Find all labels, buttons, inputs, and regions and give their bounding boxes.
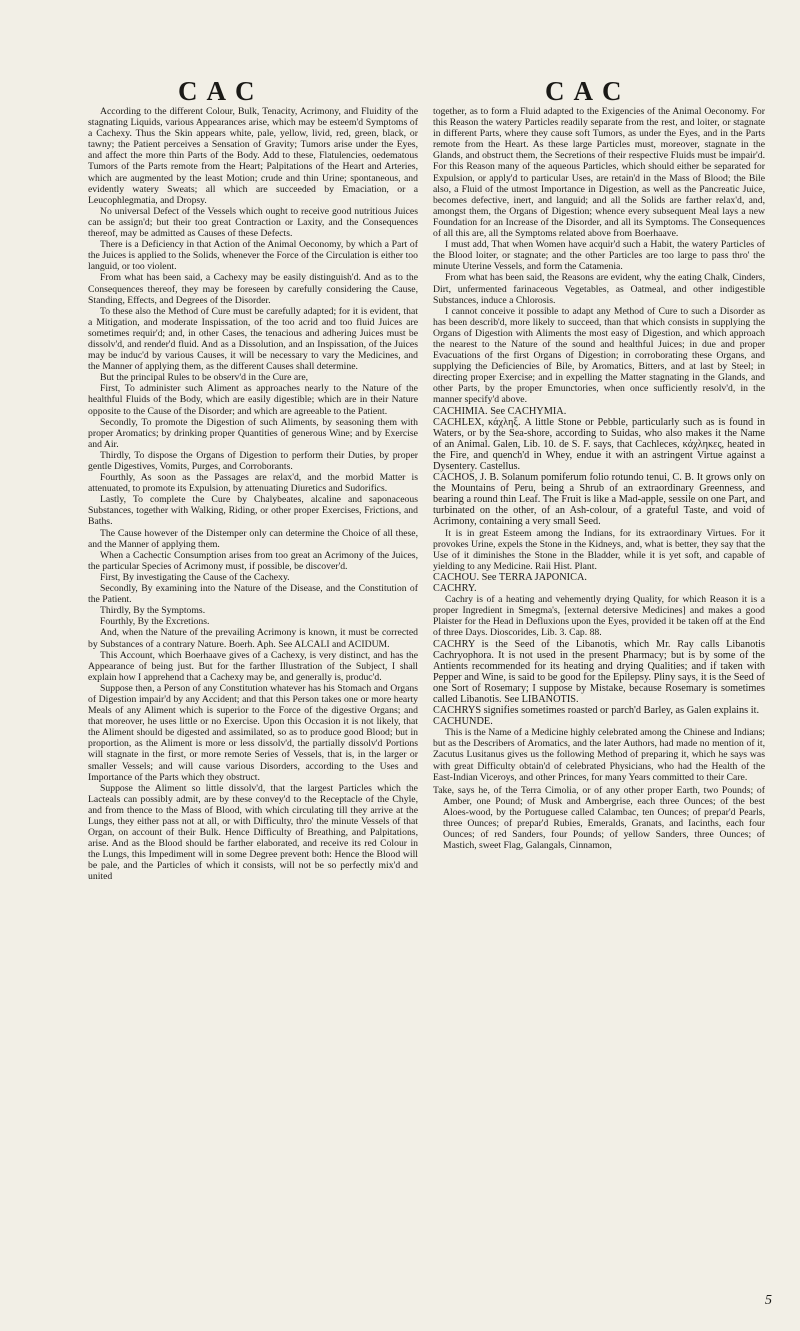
- paragraph: And, when the Nature of the prevailing Acrimony is known, it must be corrected by Substances of a contrary Nature. Boerh. Aph. See ALCALI and ACIDUM.: [88, 627, 418, 650]
- paragraph: Suppose the Aliment so little dissolv'd, that the largest Particles which the Lacteals can possibly admit, are by these convey'd to the Receptacle of the Chyle, and from thence to the Mass of Blood, with which circulating till they arrive at the Lungs, they either pass not at all, or with Difficulty, thro' the minute Vessels of that Organ, on account of their Bulk. Hence Difficulty of Breathing, and Palpitations, arise. And as the Blood should be farther elaborated, and receive its red Colour in the Lungs, this Impediment will in some Degree prevent both: Hence the Blood will be pale, and the Particles of which it consists, will not be so perfectly mix'd and united: [88, 782, 418, 883]
- entry-heading: CACHRYS signifies sometimes roasted or parch'd Barley, as Galen explains it.: [433, 705, 760, 717]
- paragraph: It is in great Esteem among the Indians, for its extraordinary Virtues. For it provokes Urine, expels the Stone in the Kidneys, and, what is better, they say that the Use of it diminishes the Stone in the Bladder, while it is yet soft, and capable of yielding to any Medicine. Raii Hist. Plant.: [433, 527, 765, 572]
- paragraph: From what has been said, the Reasons are evident, why the eating Chalk, Cinders, Dirt, unfermented farinaceous Vegetables, as Oatmeal, and other indigestible Substances, induce a Chlorosis.: [433, 272, 765, 306]
- paragraph: Suppose then, a Person of any Constitution whatever has his Stomach and Organs of Digestion impair'd by any Accident; and that this Person takes one or more hearty Meals of any Aliment which is superior to the Force of the digestive Organs; and that moreover, he uses little or no Exercise. Upon this Occasion it is not likely, that the Aliment should be digested and assimilated, so as to produce good Blood; but in proportion, as the Aliment is more or less dissolv'd, the partially dissolv'd Portions will stagnate in the first, or more remote Series of Vessels, that is, in the larger or smaller Vessels; and will cause various Disorders, according to the Uses and Importance of the Parts which they obstruct.: [88, 682, 418, 783]
- paragraph: First, By investigating the Cause of the Cachexy.: [100, 571, 290, 583]
- paragraph: I cannot conceive it possible to adapt any Method of Cure to such a Disorder as has been describ'd, more likely to succeed, than that which consists in supplying the Organs of Digestion with Aliments the most easy of Digestion, and which approach the nearest to the Nature of the sound and healthful Juices; in due and proper Evacuations of the first Organs of Digestion; in corroborating these Organs, and supplying the Deficiencies of Bile, by Aromatics, Bitters, and at last by Steel; in directing proper Exercise; and in expelling the Matter stagnating in the Glands, and other Parts, by the proper Emunctories, when once sufficiently resolv'd, in the manner specify'd above.: [433, 305, 765, 406]
- paragraph: Fourthly, By the Excretions.: [100, 616, 210, 628]
- paragraph: Thirdly, To dispose the Organs of Digestion to perform their Duties, by proper gentle Digestives, Vomits, Purges, and Corroborants.: [88, 449, 418, 472]
- paragraph: From what has been said, a Cachexy may be easily distinguish'd. And as to the Consequences thereof, they may be foreseen by carefully considering the Cause, Standing, Effects, and Degrees of the Disorder.: [88, 272, 418, 306]
- entry-heading: CACHOS, J. B. Solanum pomiferum folio rotundo tenui, C. B. It grows only on the Mountains of Peru, being a Shrub of an extraordinary Greenness, and bearing a round thin Leaf. The Fruit is like a Mad-apple, sessile on one Part, and turbinated on the other, of an Ash-colour, of a grateful Taste, and void of Acrimony, containing a very small Seed.: [433, 472, 765, 528]
- paragraph: But the principal Rules to be observ'd in the Cure are,: [100, 372, 309, 384]
- paragraph: When a Cachectic Consumption arises from too great an Acrimony of the Juices, the particular Species of Acrimony must, if possible, be discover'd.: [88, 549, 418, 572]
- paragraph: This Account, which Boerhaave gives of a Cachexy, is very distinct, and has the Appearance of being just. But for the farther Illustration of the Subject, I shall explain how I apprehend that a Cachexy may be, and generally is, produc'd.: [88, 649, 418, 683]
- paragraph: Cachry is of a heating and vehemently drying Quality, for which Reason it is a proper Ingredient in Smegma's, [external detersive Medicines] and makes a good Plaister for the Head in Defluxions upon the Eyes, provided it be taken off at the End of three Days. Dioscorides, Lib. 3. Cap. 88.: [433, 594, 765, 639]
- paragraph: This is the Name of a Medicine highly celebrated among the Chinese and Indians; but as the Describers of Aromatics, and the later Authors, had made no mention of it, Zacutus Lusitanus gives us the following Method of preparing it, which he says was with great Difficulty obtain'd of celebrated Physicians, who had the Health of the East-Indian Viceroys, and other Princes, for many Years committed to their Care.: [433, 727, 765, 783]
- paragraph: Thirdly, By the Symptoms.: [100, 605, 206, 617]
- paragraph: No universal Defect of the Vessels which ought to receive good nutritious Juices can be assign'd; but their too great Contraction or Laxity, and the Consequences thereof, may be admitted as Causes of these Defects.: [88, 205, 418, 240]
- paragraph: According to the different Colour, Bulk, Tenacity, Acrimony, and Fluidity of the stagnating Liquids, various Appearances arise, which may be esteem'd Symptoms of a Cachexy. Thus the Skin appears white, pale, yellow, livid, red, green, black, or tawny; the Patient perceives a Sensation of Gravity; Tumors arise under the Eyes, and affect the more thin Parts of the Body. Add to these, Flatulencies, oedematous Tumors of the Parts remote from the Heart; Palpitations of the Heart and Arteries, which are augmented by the least Motion; crude and thin Urine; spontaneous, and evidently watery Sweats; all which are succeeded by Emaciation, or a Leucophlegmatia, and Dropsy.: [88, 106, 418, 206]
- running-head-left: CAC: [178, 76, 264, 106]
- page-folio: 5: [765, 1293, 772, 1308]
- paragraph: The Cause however of the Distemper only can determine the Choice of all these, and the Manner of applying them.: [88, 527, 418, 550]
- paragraph: First, To administer such Aliment as approaches nearly to the Nature of the healthful Fluids of the Body, which are easily digestible; which are in their Nature opposite to the Cause of the Disorder; and which are agreeable to the Patient.: [88, 383, 418, 417]
- entry-heading: CACHOU. See TERRA JAPONICA.: [433, 571, 587, 583]
- recipe-paragraph: Take, says he, of the Terra Cimolia, or of any other proper Earth, two Pounds; of Amber, one Pound; of Musk and Ambergrise, each three Ounces; of the best Aloes-wood, by the Portuguese called Calambac, ten Ounces; of prepar'd Pearls, three Ounces; of prepar'd Rubies, Emeralds, Granats, and Iacinths, each four Ounces; of red Sanders, four Pounds; of yellow Sanders, three Ounces; of Mastich, sweet Flag, Galangals, Cinnamon,: [433, 784, 765, 852]
- paragraph: together, as to form a Fluid adapted to the Exigencies of the Animal Oeconomy. For this Reason the watery Particles readily separate from the rest, and loiter, or stagnate in different Parts, where they cause soft Tumors, as under the Eyes, and in the Parts remote from the Heart. As these large Particles must, moreover, stagnate in the Glands, and obstruct them, the Secretions of their respective Fluids must be impair'd. For this Reason many of the aqueous Particles, which should either be separated for Expulsion, or apply'd to particular Uses, are retain'd in the Mass of Blood; the Bile also, a Fluid of the utmost Importance in Digestion, as well as the Pancreatic Juice, becomes defective, inert, and languid; and all the Solids are farther relax'd, and, amongst them, the Organs of Digestion; whence every subsequent Meal lays a new Foundation for an Increase of the Disorder, and all its Symptoms. The Consequences of all this are, all the Symptoms related above from Boerhaave.: [433, 106, 765, 240]
- entry-heading: CACHUNDE.: [433, 716, 493, 728]
- right-column: [433, 106, 765, 851]
- paragraph: There is a Deficiency in that Action of the Animal Oeconomy, by which a Part of the Juices is applied to the Solids, whenever the Force of the Circulation is either too languid, or too violent.: [88, 239, 418, 273]
- paragraph: I must add, That when Women have acquir'd such a Habit, the watery Particles of the Blood loiter, or stagnate; and the other Particles are too large to pass thro' the minute Uterine Vessels, and form the Catamenia.: [433, 239, 765, 273]
- paragraph: Secondly, To promote the Digestion of such Aliments, by seasoning them with proper Aromatics; by drinking proper Quantities of generous Wine; and by Exercise and Air.: [88, 416, 418, 450]
- entry-heading: CACHIMIA. See CACHYMIA.: [433, 405, 567, 417]
- paragraph: Fourthly, As soon as the Passages are relax'd, and the morbid Matter is attenuated, to promote its Expulsion, by attenuating Diuretics and Sudorifics.: [88, 472, 418, 495]
- entry-heading: CACHRY is the Seed of the Libanotis, which Mr. Ray calls Libanotis Cachryophora. It is not used in the present Pharmacy; but is by some of the Antients recommended for its heating and drying Qualities; and if taken with Pepper and Wine, is said to be good for the Epilepsy. Pliny says, it is the Seed of one Sort of Rosemary; I suppose by Mistake, because Rosemary is sometimes called Libanotis. See LIBANOTIS.: [433, 638, 765, 705]
- entry-heading: CACHRY.: [433, 583, 477, 595]
- paragraph: Lastly, To complete the Cure by Chalybeates, alcaline and saponaceous Substances, together with Walking, Riding, or other proper Exercises, Frictions, and Baths.: [88, 494, 418, 528]
- entry-heading: CACHLEX, κάχληξ. A little Stone or Pebble, particularly such as is found in Waters, or by the Sea-shore, according to Suidas, who also makes it the Name of an Animal. Galen, Lib. 10. de S. F. says, that Cachleces, κάχληκες, heated in the Fire, and quench'd in Whey, endue it with an astringent Virtue against a Dysentery. Castellus.: [433, 416, 765, 472]
- paragraph: Secondly, By examining into the Nature of the Disease, and the Constitution of the Patient.: [88, 583, 418, 606]
- running-head-right: CAC: [545, 76, 631, 106]
- paragraph: To these also the Method of Cure must be carefully adapted; for it is evident, that a Mitigation, and moderate Inspissation, of the too acrid and too fluid Juices are sometimes requir'd; and, in other Cases, the tenacious and adhering Juices must be dissolv'd, and render'd fluid. And as a Dissolution, and an Inspissation, of the Juices may be induc'd by various Causes, it will be necessary to vary the Medicines, and the Manner of applying them, as the different Causes shall determine.: [88, 305, 418, 373]
- left-column: [88, 106, 418, 883]
